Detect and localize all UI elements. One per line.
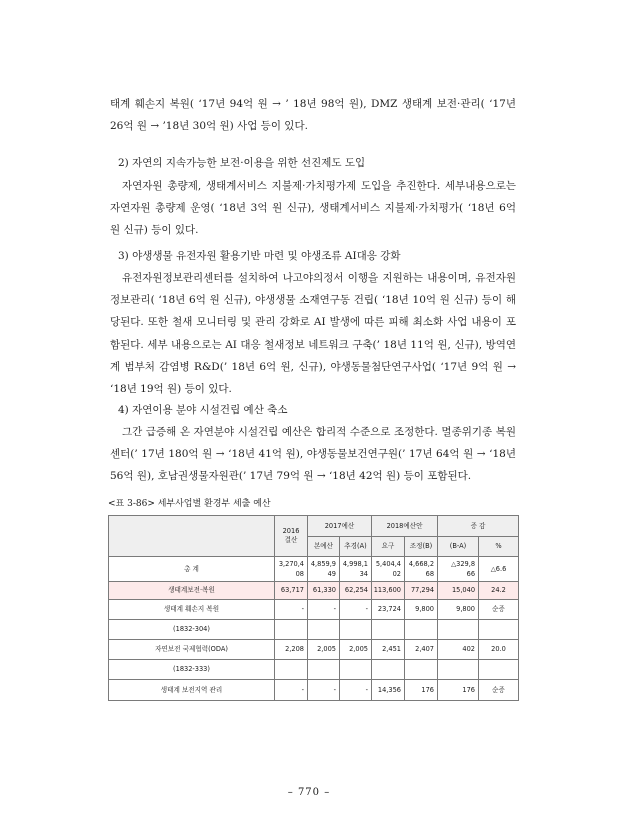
cell-diff: 176 (438, 680, 479, 701)
table-row (109, 582, 519, 600)
cell-pct: 24.2 (479, 582, 519, 600)
header-change-pct: % (479, 537, 519, 557)
cell-v2017b: 4,859,9 49 (308, 557, 340, 582)
row-label: 생태계 보전지역 관리 (109, 680, 275, 701)
table-caption: <표 3-86> 세부사업별 환경부 세출 예산 (108, 499, 271, 509)
cell-v2016: - (275, 680, 308, 701)
section-heading-3: 3) 야생생물 유전자원 활용기반 마련 및 야생조류 AI대응 강화 (118, 250, 401, 262)
header-2017: 2017예산 (308, 516, 372, 537)
cell-pct: 20.0 (479, 640, 519, 660)
cell-v2018r: 5,404,4 02 (372, 557, 405, 582)
section-heading-4: 4) 자연이용 분야 시설건립 예산 축소 (118, 404, 288, 416)
header-2016-year: 2016 (282, 527, 300, 535)
row-label: (1832-304) (109, 620, 275, 640)
header-change: 증 감 (438, 516, 519, 537)
cell-v2016 (275, 620, 308, 640)
cell-v2017a: - (340, 680, 372, 701)
cell-v2016: 2,208 (275, 640, 308, 660)
cell-v2017a (340, 660, 372, 680)
paragraph-intro-continued: 태계 훼손지 복원( ‘17년 94억 원 → ’ 18년 98억 원), DMZ 생태계 보전·관리( ‘17년 26억 원 → ’18년 30억 원) 사업 등이 있다. (110, 98, 516, 133)
cell-v2018a (405, 620, 438, 640)
header-change-ba: (B-A) (438, 537, 479, 557)
table-row (109, 600, 519, 620)
cell-v2017a: 2,005 (340, 640, 372, 660)
cell-v2017b: - (308, 600, 340, 620)
cell-v2018r: 23,724 (372, 600, 405, 620)
cell-v2018a: 176 (405, 680, 438, 701)
cell-v2017a: 62,254 (340, 582, 372, 600)
cell-diff (438, 660, 479, 680)
cell-v2017a: - (340, 600, 372, 620)
cell-v2016 (275, 660, 308, 680)
cell-v2018r: 113,600 (372, 582, 405, 600)
cell-v2017b: 61,330 (308, 582, 340, 600)
budget-table (108, 515, 519, 701)
header-2017-supp: 추경(A) (340, 537, 372, 557)
cell-v2018r (372, 620, 405, 640)
page-number: – 770 – (287, 787, 331, 798)
row-label: 생태계 훼손지 복원 (109, 600, 275, 620)
row-label: (1832-333) (109, 660, 275, 680)
cell-v2017b (308, 660, 340, 680)
row-label: 총 계 (109, 557, 275, 582)
cell-v2018a: 77,294 (405, 582, 438, 600)
paragraph-section-2: 자연자원 총량제, 생태계서비스 지불제·가치평가제 도입을 추진한다. 세부내용으로는 자연자원 총량제 운영( ‘18년 3억 원 신규), 생태계서비스 지불제·가치평가( ‘18년 6억 원 신규) 등이 있다. (110, 180, 516, 237)
cell-diff (438, 620, 479, 640)
cell-diff: 9,800 (438, 600, 479, 620)
cell-v2017b (308, 620, 340, 640)
table-row (109, 660, 519, 680)
row-label: 자연보전 국제협력(ODA) (109, 640, 275, 660)
cell-v2018a: 2,407 (405, 640, 438, 660)
row-label: 생태계보전·복원 (109, 582, 275, 600)
table-row (109, 620, 519, 640)
table-body (109, 557, 519, 701)
cell-diff: 402 (438, 640, 479, 660)
cell-v2016: 63,717 (275, 582, 308, 600)
cell-pct: △6.6 (479, 557, 519, 582)
cell-v2016: - (275, 600, 308, 620)
table-row (109, 680, 519, 701)
cell-v2016: 3,270,4 08 (275, 557, 308, 582)
cell-v2017a (340, 620, 372, 640)
cell-v2017a: 4,998,1 34 (340, 557, 372, 582)
cell-pct: 순증 (479, 600, 519, 620)
cell-v2018a: 4,668,2 68 (405, 557, 438, 582)
section-heading-2: 2) 자연의 지속가능한 보전·이용을 위한 선진제도 도입 (118, 157, 366, 169)
header-corner (109, 516, 275, 557)
paragraph-section-4: 그간 급증해 온 자연분야 시설건립 예산은 합리적 수준으로 조정한다. 멸종위기종 복원센터(’ 17년 180억 원 → ‘18년 41억 원), 야생동물보건연구원(’ 17년 64억 원 → ‘18년 56억 원), 호남권생물자원관(’ 17년 79억 원 → ‘18년 42억 원) 등이 포함된다. (110, 426, 516, 483)
cell-v2018r: 2,451 (372, 640, 405, 660)
cell-diff: 15,040 (438, 582, 479, 600)
cell-v2018a (405, 660, 438, 680)
table-row (109, 557, 519, 582)
header-2017-base: 본예산 (308, 537, 340, 557)
cell-pct: 순증 (479, 680, 519, 701)
cell-diff: △329,8 66 (438, 557, 479, 582)
cell-pct (479, 660, 519, 680)
paragraph-section-3: 유전자원정보관리센터를 설치하여 나고야의정서 이행을 지원하는 내용이며, 유전자원정보관리( ‘18년 6억 원 신규), 야생생물 소재연구동 건립( ‘18년 10억 원 신규) 등이 해당된다. 또한 철새 모니터링 및 관리 강화로 AI 발생에 따른 피해 최소화 사업 내용이 포함된다. 세부 내용으로는 AI 대응 철새정보 네트워크 구축(’ 18년 11억 원, 신규), 방역연계 범부처 감염병 R&D(’ 18년 6억 원, 신규), 야생동물첨단연구사업( ‘17년 9억 원 → ‘18년 19억 원) 등이 있다. (110, 272, 516, 396)
header-2018-request: 요구 (372, 537, 405, 557)
table-row (109, 640, 519, 660)
cell-v2017b: 2,005 (308, 640, 340, 660)
header-2016-settlement: 결산 (284, 536, 298, 544)
cell-v2018a: 9,800 (405, 600, 438, 620)
cell-v2018r (372, 660, 405, 680)
cell-pct (479, 620, 519, 640)
cell-v2017b: - (308, 680, 340, 701)
header-2018-adjusted: 조정(B) (405, 537, 438, 557)
header-2018: 2018예산안 (372, 516, 438, 537)
header-2016 (275, 516, 308, 557)
cell-v2018r: 14,356 (372, 680, 405, 701)
